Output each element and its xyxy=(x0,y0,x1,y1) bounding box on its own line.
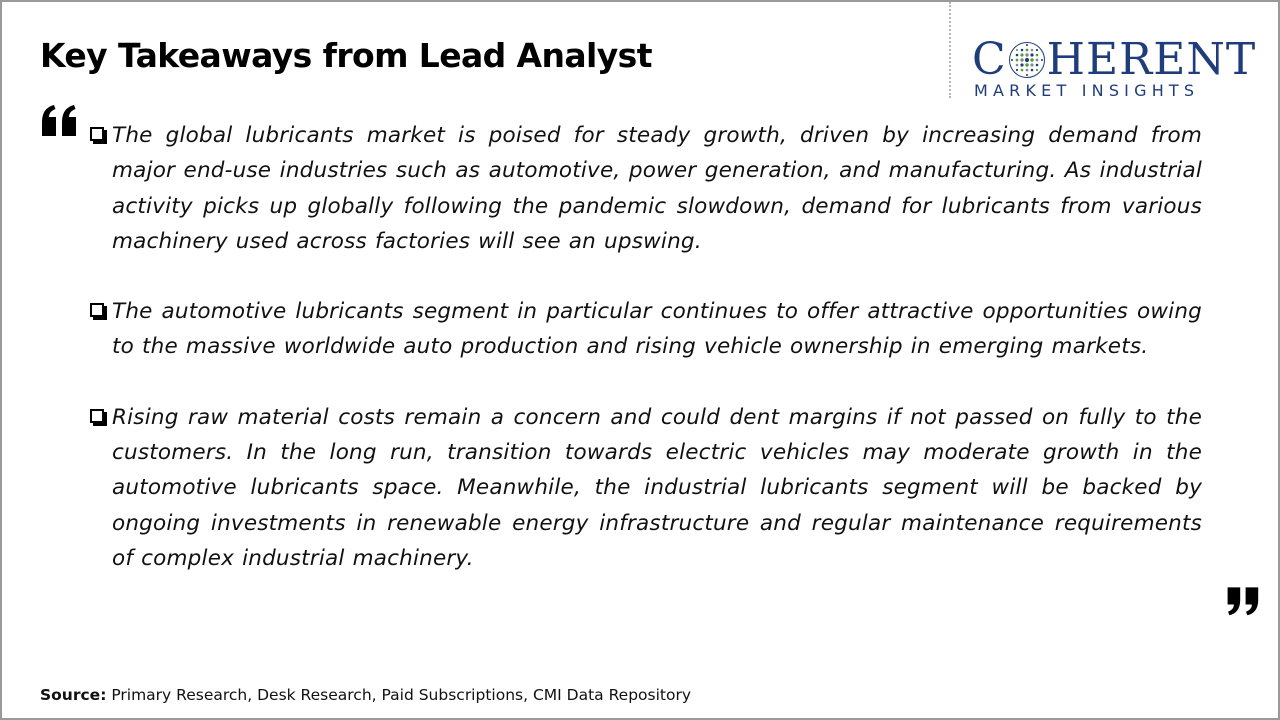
logo-dot xyxy=(1026,74,1028,76)
logo-dot xyxy=(1015,54,1018,57)
takeaway-item xyxy=(88,400,1202,576)
logo-subtitle: MARKET INSIGHTS xyxy=(974,81,1200,100)
takeaway-item xyxy=(88,294,1202,365)
open-quote-icon xyxy=(40,102,80,142)
logo-dot xyxy=(1030,63,1033,66)
logo-dot xyxy=(1025,58,1029,62)
takeaway-text: The automotive lubricants segment in particular continues to offer attractive opportunities owing to the massive worldwide auto production and rising vehicle ownership in emerging markets. xyxy=(112,299,1202,360)
logo-dot xyxy=(1030,49,1033,52)
logo-dot xyxy=(1020,63,1023,66)
logo-dot xyxy=(1020,53,1023,56)
takeaway-list xyxy=(88,118,1202,611)
logo-dot xyxy=(1036,49,1038,51)
logo-dot xyxy=(1016,49,1018,51)
logo-dot xyxy=(1030,69,1033,72)
checkbox-bullet-icon xyxy=(90,303,104,317)
logo-wordmark xyxy=(972,34,1256,84)
source-text: Primary Research, Desk Research, Paid Subscriptions, CMI Data Repository xyxy=(106,686,692,704)
takeaway-text: Rising raw material costs remain a concern and could dent margins if not passed on fully to the customers. In the long run, transition towards electric vehicles may moderate growth in the automotive lubricants space. Meanwhile, the industrial lubricants segment will be backed by ongoing investments in renewable energy infrastructure and regular maintenance requirements of complex industrial machinery. xyxy=(112,404,1202,571)
logo-dot xyxy=(1011,59,1013,61)
company-logo xyxy=(972,34,1264,100)
logo-dot-globe-icon xyxy=(1008,41,1046,79)
logo-dot xyxy=(1035,54,1038,57)
logo-dot xyxy=(1030,53,1033,56)
logo-dot xyxy=(1020,58,1023,61)
source-label: Source: xyxy=(40,686,107,704)
logo-dot xyxy=(1020,69,1023,72)
close-quote-icon xyxy=(1224,582,1260,618)
logo-dot xyxy=(1015,59,1018,62)
logo-dot xyxy=(1016,69,1018,71)
logo-dot xyxy=(1025,69,1028,72)
source-note xyxy=(40,686,691,704)
logo-dot xyxy=(1041,59,1043,61)
logo-dot xyxy=(1020,49,1023,52)
takeaway-item xyxy=(88,118,1202,259)
logo-word-left: C xyxy=(972,33,1007,85)
logo-dot xyxy=(1026,44,1028,46)
checkbox-bullet-icon xyxy=(90,409,104,423)
page-title: Key Takeaways from Lead Analyst xyxy=(40,36,652,75)
logo-dot xyxy=(1025,53,1028,56)
logo-dot xyxy=(1035,59,1038,62)
logo-dot xyxy=(1030,58,1033,61)
logo-dot xyxy=(1025,63,1028,66)
header-divider xyxy=(949,2,951,98)
checkbox-bullet-icon xyxy=(90,127,104,141)
logo-dot xyxy=(1015,64,1018,67)
logo-dot xyxy=(1036,69,1038,71)
logo-dot xyxy=(1035,64,1038,67)
logo-dot xyxy=(1025,49,1028,52)
logo-word-right: HERENT xyxy=(1046,33,1257,85)
takeaway-text: The global lubricants market is poised for steady growth, driven by increasing demand from major end-use industries such as automotive, power generation, and manufacturing. As industrial activity picks up globally following the pandemic slowdown, demand for lubricants from various machinery used across factories will see an upswing. xyxy=(112,123,1202,254)
